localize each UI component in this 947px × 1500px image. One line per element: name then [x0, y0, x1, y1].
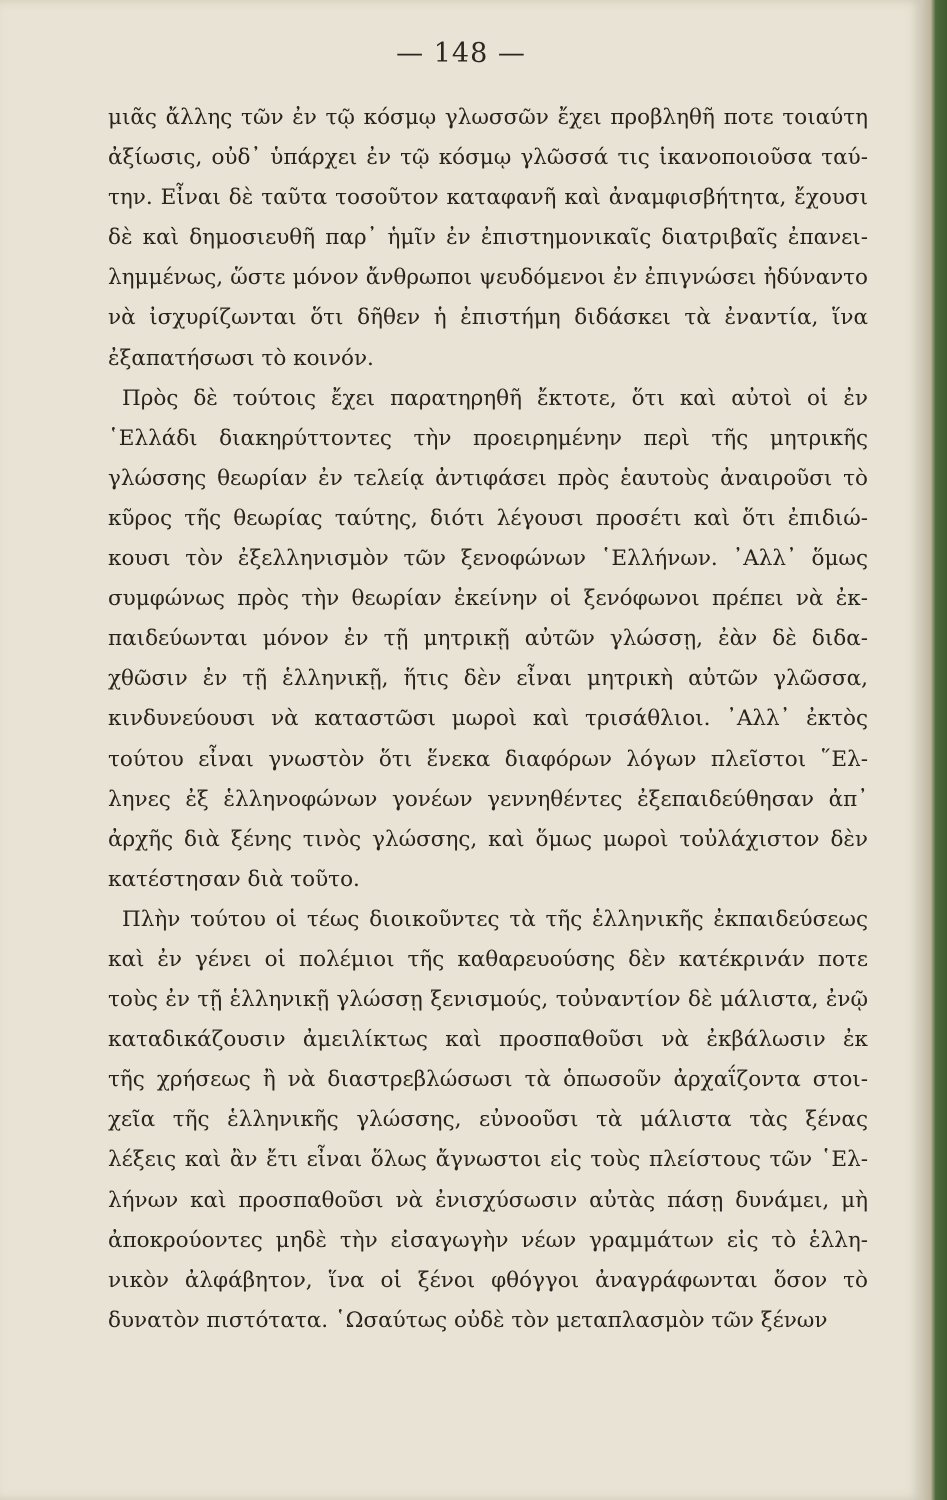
text-line: τούτου εἶναι γνωστὸν ὅτι ἕνεκα διαφόρων λόγων πλεῖστοι ῞Ελ- — [108, 746, 868, 772]
text-line: νὰ ἰσχυρίζωνται ὅτι δῆθεν ἡ ἐπιστήμη διδάσκει τὰ ἐναντία, ἵνα — [108, 305, 868, 331]
text-line: ἀρχῆς διὰ ξένης τινὸς γλώσσης, καὶ ὅμως μωροὶ τοὐλάχιστον δὲν — [108, 826, 868, 852]
text-line: Πρὸς δὲ τούτοις ἔχει παρατηρηθῆ ἔκτοτε, ὅτι καὶ αὐτοὶ οἱ ἐν — [122, 385, 868, 411]
text-line: νικὸν ἀλφάβητον, ἵνα οἱ ξένοι φθόγγοι ἀναγράφωνται ὅσον τὸ — [108, 1267, 868, 1293]
page-text — [108, 98, 868, 1341]
text-line: κῦρος τῆς θεωρίας ταύτης, διότι λέγουσι προσέτι καὶ ὅτι ἐπιδιώ- — [108, 505, 868, 531]
paragraph — [108, 98, 868, 379]
text-line: λήνων καὶ προσπαθοῦσι νὰ ἐνισχύσωσιν αὐτὰς πάσῃ δυνάμει, μὴ — [108, 1187, 868, 1213]
text-line: την. Εἶναι δὲ ταῦτα τοσοῦτον καταφανῆ καὶ ἀναμφισβήτητα, ἔχουσι — [108, 185, 868, 211]
text-line: κινδυνεύουσι νὰ καταστῶσι μωροὶ καὶ τρισάθλιοι. ᾽Αλλ᾽ ἐκτὸς — [108, 706, 868, 732]
text-line: χεῖα τῆς ἑλληνικῆς γλώσσης, εὐνοοῦσι τὰ μάλιστα τὰς ξένας — [108, 1107, 868, 1133]
text-line: συμφώνως πρὸς τὴν θεωρίαν ἐκείνην οἱ ξενόφωνοι πρέπει νὰ ἐκ- — [108, 586, 868, 612]
text-line: κουσι τὸν ἐξελληνισμὸν τῶν ξενοφώνων ῾Ελλήνων. ᾽Αλλ᾽ ὅμως — [108, 546, 868, 572]
text-line: λέξεις καὶ ἂν ἔτι εἶναι ὅλως ἄγνωστοι εἰς τοὺς πλείστους τῶν ῾Ελ- — [108, 1147, 868, 1173]
paragraph — [108, 379, 868, 900]
text-line: παιδεύωνται μόνον ἐν τῇ μητρικῇ αὐτῶν γλώσσῃ, ἐὰν δὲ διδα- — [108, 626, 868, 652]
text-line: ἀξίωσις, οὐδ᾽ ὑπάρχει ἐν τῷ κόσμῳ γλῶσσά τις ἱκανοποιοῦσα ταύ- — [108, 145, 868, 171]
text-line: τῆς χρήσεως ἢ νὰ διαστρεβλώσωσι τὰ ὁπωσοῦν ἀρχαΐζοντα στοι- — [108, 1067, 868, 1093]
text-line: ληνες ἐξ ἑλληνοφώνων γονέων γεννηθέντες ἐξεπαιδεύθησαν ἀπ᾽ — [108, 786, 868, 812]
text-line: ἀποκρούοντες μηδὲ τὴν εἰσαγωγὴν νέων γραμμάτων εἰς τὸ ἑλλη- — [108, 1227, 868, 1253]
text-line: ἐξαπατήσωσι τὸ κοινόν. — [108, 345, 374, 371]
page-edge-binding — [922, 0, 947, 1500]
text-line: λημμένως, ὥστε μόνον ἄνθρωποι ψευδόμενοι ἐν ἐπιγνώσει ἠδύναντο — [108, 265, 868, 291]
text-line: γλώσσης θεωρίαν ἐν τελείᾳ ἀντιφάσει πρὸς ἑαυτοὺς ἀναιροῦσι τὸ — [108, 465, 868, 491]
text-line: καὶ ἐν γένει οἱ πολέμιοι τῆς καθαρευούσης δὲν κατέκρινάν ποτε — [108, 946, 868, 972]
paragraph — [108, 900, 868, 1341]
page-number: — 148 — — [396, 38, 526, 69]
text-line: καταδικάζουσιν ἀμειλίκτως καὶ προσπαθοῦσι νὰ ἐκβάλωσιν ἐκ — [108, 1027, 868, 1053]
text-line: δυνατὸν πιστότατα. ῾Ωσαύτως οὐδὲ τὸν μεταπλασμὸν τῶν ξένων — [108, 1307, 828, 1333]
text-line: ῾Ελλάδι διακηρύττοντες τὴν προειρημένην περὶ τῆς μητρικῆς — [108, 425, 868, 451]
text-line: χθῶσιν ἐν τῇ ἑλληνικῇ, ἥτις δὲν εἶναι μητρικὴ αὐτῶν γλῶσσα, — [108, 666, 868, 692]
text-line: τοὺς ἐν τῇ ἑλληνικῇ γλώσσῃ ξενισμούς, τοὐναντίον δὲ μάλιστα, ἐνῷ — [108, 987, 868, 1013]
text-line: κατέστησαν διὰ τοῦτο. — [108, 866, 360, 892]
text-line: Πλὴν τούτου οἱ τέως διοικοῦντες τὰ τῆς ἑλληνικῆς ἐκπαιδεύσεως — [122, 906, 868, 932]
text-line: δὲ καὶ δημοσιευθῆ παρ᾽ ἡμῖν ἐν ἐπιστημονικαῖς διατριβαῖς ἐπανει- — [108, 225, 868, 251]
text-line: μιᾶς ἄλλης τῶν ἐν τῷ κόσμῳ γλωσσῶν ἔχει προβληθῆ ποτε τοιαύτη — [108, 105, 868, 130]
